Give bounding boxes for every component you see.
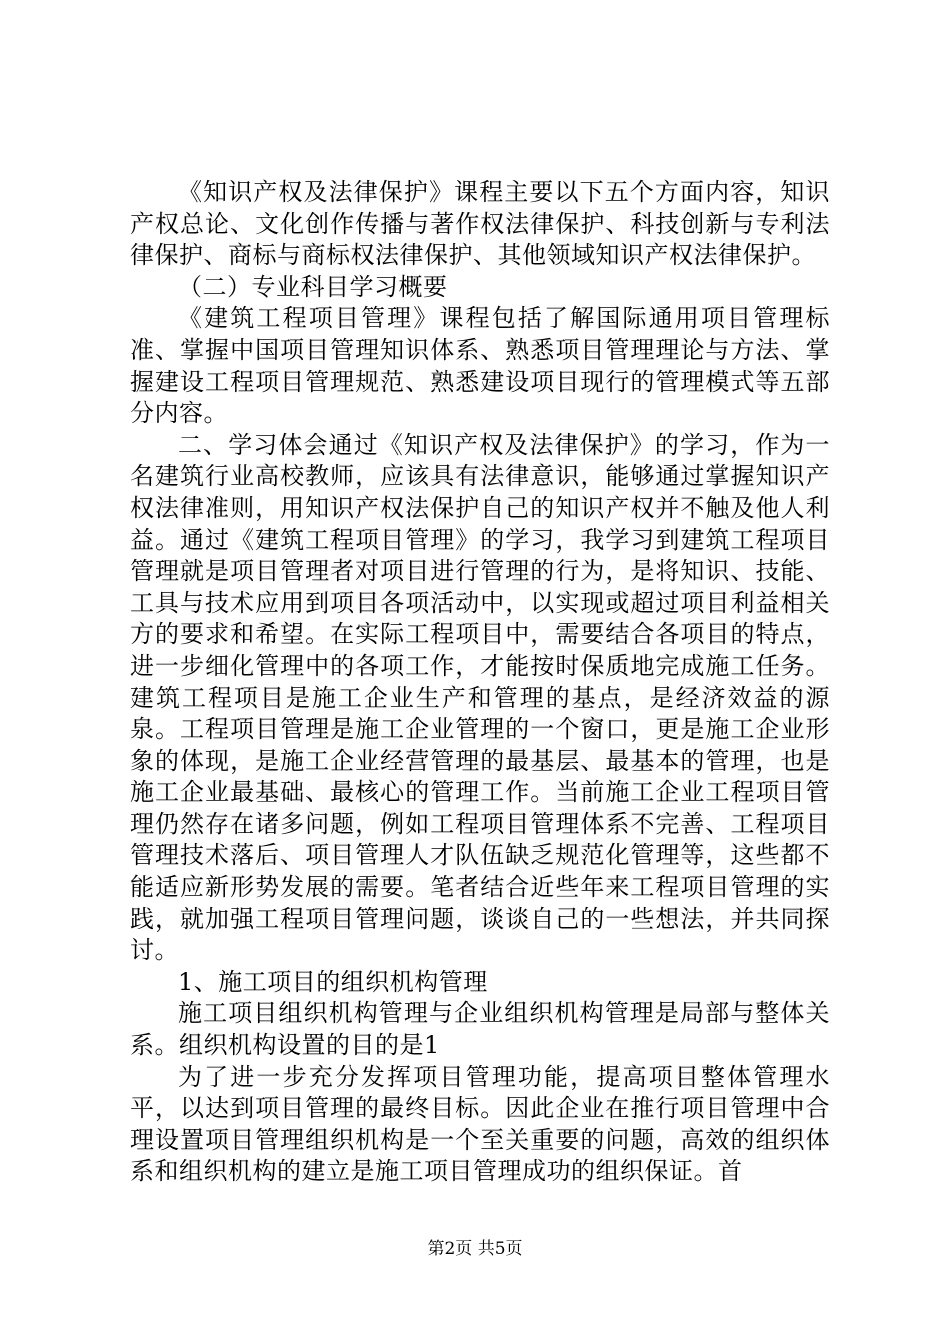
paragraph-construction-course-intro: 《建筑工程项目管理》课程包括了解国际通用项目管理标准、掌握中国项目管理知识体系、熟悉项目管理理论与方法、掌握建设工程项目管理规范、熟悉建设项目现行的管理模式等五部分内容。	[130, 304, 830, 428]
section-heading-professional-subjects: （二）专业科目学习概要	[178, 272, 448, 301]
document-body	[130, 177, 830, 1188]
page-footer: 第2页 共5页	[427, 1239, 523, 1259]
paragraph-ip-course-intro: 《知识产权及法律保护》课程主要以下五个方面内容，知识产权总论、文化创作传播与著作权法律保护、科技创新与专利法律保护、商标与商标权法律保护、其他领域知识产权法律保护。	[130, 178, 830, 270]
paragraph-organization-purpose: 为了进一步充分发挥项目管理功能，提高项目整体管理水平，以达到项目管理的最终目标。因此企业在推行项目管理中合理设置项目管理组织机构是一个至关重要的问题，高效的组织体系和组织机构的建立是施工项目管理成功的组织保证。首	[130, 1062, 830, 1186]
paragraph-organization-relationship: 施工项目组织机构管理与企业组织机构管理是局部与整体关系。组织机构设置的目的是1	[130, 999, 830, 1060]
paragraph-learning-experience: 二、学习体会通过《知识产权及法律保护》的学习，作为一名建筑行业高校教师，应该具有法律意识，能够通过掌握知识产权法律准则，用知识产权法保护自己的知识产权并不触及他人利益。通过《建筑工程项目管理》的学习，我学习到建筑工程项目管理就是项目管理者对项目进行管理的行为，是将知识、技能、工具与技术应用到项目各项活动中，以实现或超过项目利益相关方的要求和希望。在实际工程项目中，需要结合各项目的特点，进一步细化管理中的各项工作，才能按时保质地完成施工任务。建筑工程项目是施工企业生产和管理的基点，是经济效益的源泉。工程项目管理是施工企业管理的一个窗口，更是施工企业形象的体现，是施工企业经营管理的最基层、最基本的管理，也是施工企业最基础、最核心的管理工作。当前施工企业工程项目管理仍然存在诸多问题，例如工程项目管理体系不完善、工程项目管理技术落后、项目管理人才队伍缺乏规范化管理等，这些都不能适应新形势发展的需要。笔者结合近些年来工程项目管理的实践，就加强工程项目管理问题，谈谈自己的一些想法，并共同探讨。	[130, 430, 830, 965]
section-heading-organization-management: 1、施工项目的组织机构管理	[178, 967, 488, 996]
